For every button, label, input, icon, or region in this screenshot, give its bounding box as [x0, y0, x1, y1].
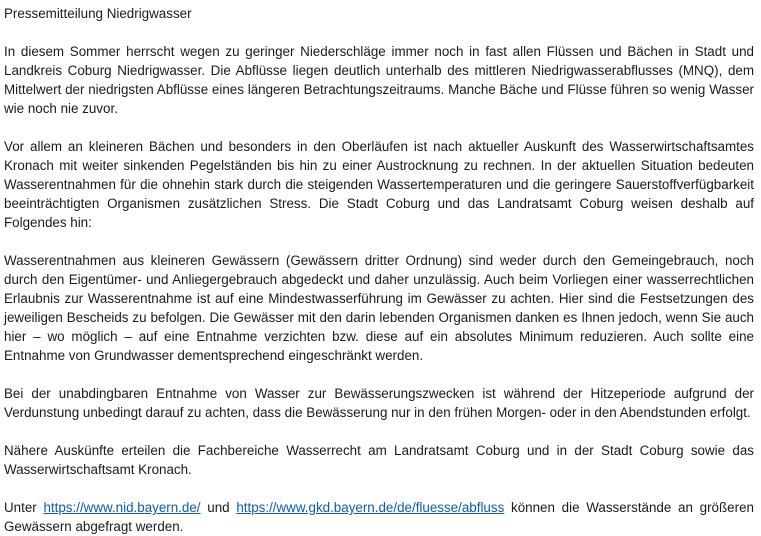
nid-bayern-link[interactable]: https://www.nid.bayern.de/	[43, 500, 201, 515]
gkd-bayern-link[interactable]: https://www.gkd.bayern.de/de/fluesse/abfluss	[236, 500, 505, 515]
paragraph-contact-info: Nähere Auskünfte erteilen die Fachbereiche Wasserrecht am Landratsamt Coburg und in der Stadt Coburg sowie das Wasserwirtschaftsamt Kronach.	[4, 443, 754, 477]
paragraph-water-withdrawal-rules: Wasserentnahmen aus kleineren Gewässern (Gewässern dritter Ordnung) sind weder durch den Gemeingebrauch, noch durch den Eigentümer- und Anliegergebrauch abgedeckt und daher unzulässig. Auch beim Vorliegen einer wasserrechtlichen Erlaubnis zur Wasserentnahme ist auf eine Mindestwasserführung im Gewässer zu achten. Hier sind die Festsetzungen des jeweiligen Bescheids zu befolgen. Die Gewässer mit den darin lebenden Organismen danken es Ihnen jedoch, wenn Sie auch hier – wo möglich – auf eine Entnahme verzichten bzw. diese auf ein absolutes Minimum reduzieren. Auch sollte eine Entnahme von Grundwasser dementsprechend eingeschränkt werden.	[4, 253, 754, 363]
paragraph-small-streams: Vor allem an kleineren Bächen und besonders in den Oberläufen ist nach aktueller Auskunft des Wasserwirtschaftsamtes Kronach mit weiter sinkenden Pegelständen bis hin zu einer Austrocknung zu rechnen. In der aktuellen Situation bedeuten Wasserentnahmen für die ohnehin stark durch die steigenden Wassertemperaturen und die geringere Sauerstoffverfügbarkeit beeinträchtigten Organismen zusätzlichen Stress. Die Stadt Coburg und das Landratsamt Coburg weisen deshalb auf Folgendes hin:	[4, 139, 754, 230]
paragraph-irrigation-times: Bei der unabdingbaren Entnahme von Wasser zur Bewässerungszwecken ist während der Hitzeperiode aufgrund der Verdunstung unbedingt darauf zu achten, dass die Bewässerung nur in den frühen Morgen- oder in den Abendstunden erfolgt.	[4, 386, 754, 420]
press-release-document	[4, 4, 754, 536]
document-title: Pressemitteilung Niedrigwasser	[4, 6, 192, 21]
paragraph-links	[4, 498, 754, 536]
links-between-text: und	[200, 500, 237, 515]
links-suffix-text: können die Wasserstände an größeren Gewässern abgefragt werden.	[4, 500, 754, 534]
links-prefix-text: Unter	[4, 500, 44, 515]
paragraph-low-water-situation: In diesem Sommer herrscht wegen zu geringer Niederschläge immer noch in fast allen Flüssen und Bächen in Stadt und Landkreis Coburg Niedrigwasser. Die Abflüsse liegen deutlich unterhalb des mittleren Niedrigwasserabflusses (MNQ), dem Mittelwert der niedrigsten Abflüsse eines längeren Betrachtungszeitraums. Manche Bäche und Flüsse führen so wenig Wasser wie noch nie zuvor.	[4, 44, 754, 116]
